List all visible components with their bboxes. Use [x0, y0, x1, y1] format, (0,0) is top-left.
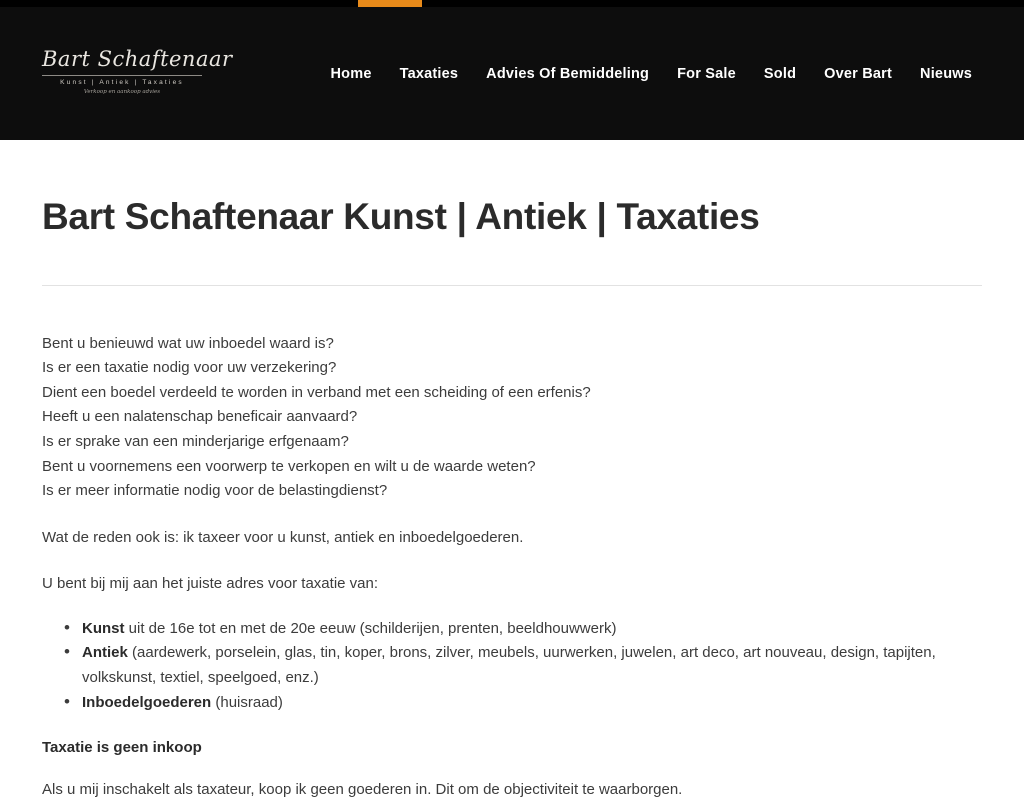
paragraph-reason: Wat de reden ook is: ik taxeer voor u kunst, antiek en inboedelgoederen. — [42, 528, 524, 546]
list-item — [64, 641, 982, 690]
question-line: Is er sprake van een minderjarige erfgenaam? — [42, 432, 349, 450]
nav-item-for-sale[interactable]: For Sale — [677, 65, 736, 82]
service-description: (aardewerk, porselein, glas, tin, koper, brons, zilver, meubels, uurwerken, juwelen, art deco, art nouveau, design, tapijten, volkskunst, textiel, speelgoed, enz.) — [82, 644, 936, 687]
logo-script-text: Bart Schaftenaar — [42, 46, 233, 71]
site-logo[interactable] — [42, 46, 233, 101]
nav-item-nieuws[interactable]: Nieuws — [920, 65, 972, 82]
question-line: Is er een taxatie nodig voor uw verzekering? — [42, 359, 337, 377]
list-item — [64, 617, 982, 642]
nav-item-over-bart[interactable]: Over Bart — [824, 65, 893, 82]
question-line: Bent u voornemens een voorwerp te verkopen en wilt u de waarde weten? — [42, 457, 536, 475]
list-item — [64, 691, 982, 716]
nav-item-home[interactable]: Home — [330, 65, 372, 82]
paragraph-closing: Als u mij inschakelt als taxateur, koop ik geen goederen in. Dit om de objectiviteit te waarborgen. — [42, 781, 683, 799]
questions-block — [42, 332, 982, 504]
section-subheading: Taxatie is geen inkoop — [42, 739, 202, 757]
question-line: Bent u benieuwd wat uw inboedel waard is? — [42, 334, 334, 352]
nav-item-taxaties[interactable]: Taxaties — [399, 65, 459, 82]
main-navigation — [317, 60, 986, 88]
top-accent-bar-wrap — [0, 0, 1024, 7]
service-description: uit de 16e tot en met de 20e eeuw (schilderijen, prenten, beeldhouwwerk) — [124, 619, 617, 637]
top-accent-bar — [358, 0, 422, 7]
service-term: Inboedelgoederen — [82, 693, 212, 711]
site-header — [0, 7, 1024, 140]
title-divider — [42, 285, 982, 286]
paragraph-address: U bent bij mij aan het juiste adres voor taxatie van: — [42, 575, 379, 593]
question-line: Heeft u een nalatenschap beneficair aanvaard? — [42, 408, 358, 426]
logo-tagline: Verkoop en aankoop advies — [83, 88, 161, 95]
logo-divider — [42, 75, 202, 76]
service-term: Antiek — [82, 644, 128, 662]
question-line: Dient een boedel verdeeld te worden in verband met een scheiding of een erfenis? — [42, 383, 591, 401]
nav-item-sold[interactable]: Sold — [763, 65, 797, 82]
nav-item-advies-of-bemiddeling[interactable]: Advies Of Bemiddeling — [486, 65, 650, 82]
question-line: Is er meer informatie nodig voor de belastingdienst? — [42, 482, 388, 500]
page-title: Bart Schaftenaar Kunst | Antiek | Taxaties — [42, 196, 760, 237]
services-list — [42, 617, 982, 715]
service-description: (huisraad) — [211, 693, 283, 711]
page-content — [0, 196, 1024, 803]
logo-subtitle: Kunst | Antiek | Taxaties — [60, 78, 184, 86]
service-term: Kunst — [82, 619, 125, 637]
